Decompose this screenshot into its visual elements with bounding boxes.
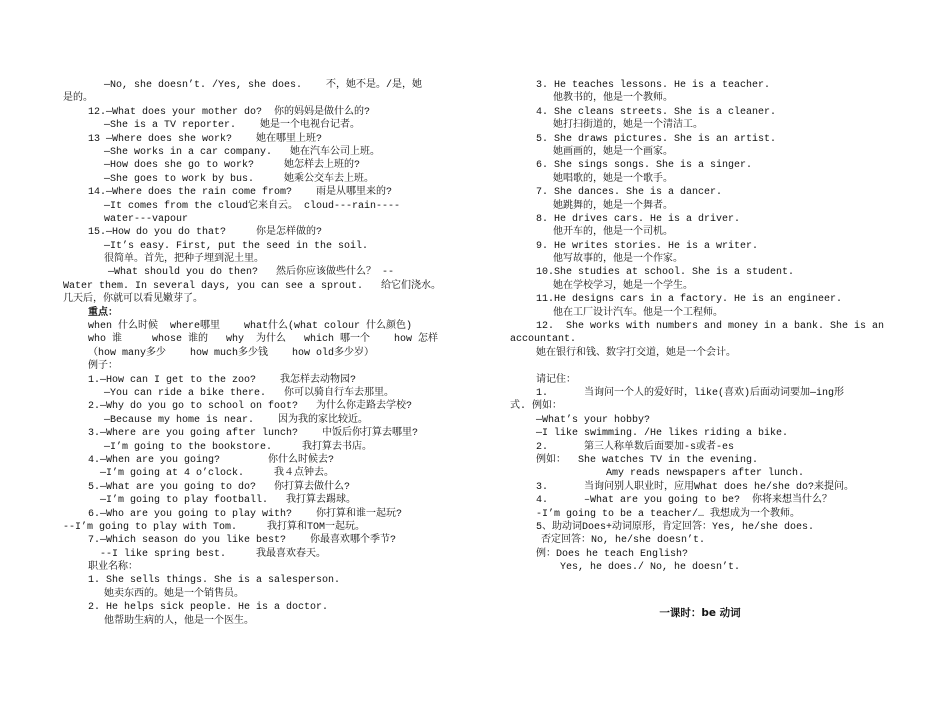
- dialogue-line: —What should you do then? 然后你应该做些什么？ --: [108, 267, 395, 279]
- remember-line: Amy reads newspapers after lunch.: [606, 468, 805, 480]
- occupation-line: 他开车的，他是一个司机。: [553, 227, 673, 239]
- dialogue-line: —How does she go to work? 她怎样去上班的?: [104, 160, 361, 172]
- example-line: —Because my home is near. 因为我的家比较近。: [104, 414, 369, 426]
- occupation-line: 2. He helps sick people. He is a doctor.: [88, 602, 329, 614]
- left-column: [63, 79, 443, 628]
- remember-line: 1. 当询问一个人的爱好时，like(喜欢)后面动词要加—ing形: [536, 387, 845, 399]
- remember-line: Yes, he does./ No, he doesn’t.: [560, 562, 741, 574]
- dialogue-line: 15.—How do you do that? 你是怎样做的?: [88, 227, 323, 239]
- lesson-heading: 一课时：be 动词: [659, 607, 741, 620]
- dialogue-line: 13 —Where does she work? 她在哪里上班?: [88, 133, 323, 145]
- occupation-line: 她画画的，她是一个画家。: [553, 146, 673, 158]
- occupation-line: 他写故事的，他是一个作家。: [553, 254, 683, 266]
- right-column: [510, 79, 890, 620]
- occupation-line: 5. She draws pictures. She is an artist.: [536, 133, 777, 145]
- occupation-line: 4. She cleans streets. She is a cleaner.: [536, 106, 777, 118]
- occupation-line: 他教书的，他是一个教师。: [553, 93, 673, 105]
- dialogue-line: —It’s easy. First, put the seed in the soil.: [104, 240, 369, 252]
- dialogue-line: 12.—What does your mother do? 你的妈妈是做什么的?: [88, 106, 371, 118]
- dialogue-line: 14.—Where does the rain come from? 雨是从哪里来的?: [88, 187, 393, 199]
- remember-line: -I’m going to be a teacher/… 我想成为一个教师。: [536, 508, 801, 520]
- examples-heading: 例子：: [88, 361, 118, 373]
- dialogue-line: —She works in a car company. 她在汽车公司上班。: [104, 146, 381, 158]
- blank-line: [510, 360, 890, 373]
- occupation-line: 她在学校学习，她是一个学生。: [553, 280, 693, 292]
- occupation-line: 她卖东西的。她是一个销售员。: [104, 588, 244, 600]
- remember-line: 3. 当询问别人职业时，应用What does he/she do?来提问。: [536, 481, 855, 493]
- dialogue-line: —It comes from the cloud它来自云。 cloud---rain----: [104, 200, 401, 212]
- remember-line: 式. 例如：: [510, 401, 563, 413]
- remember-heading: 请记住：: [536, 374, 576, 386]
- dialogue-line: water---vapour: [104, 213, 189, 225]
- occupation-line: 8. He drives cars. He is a driver.: [536, 213, 741, 225]
- example-line: 3.—Where are you going after lunch? 中饭后你打算去哪里?: [88, 428, 419, 440]
- dialogue-line: —She is a TV reporter. 她是一个电视台记者。: [104, 120, 361, 132]
- occupation-line: accountant.: [510, 334, 577, 346]
- example-line: 2.—Why do you go to school on foot? 为什么你走路去学校?: [88, 401, 413, 413]
- occupation-line: 10.She studies at school. She is a student.: [536, 267, 795, 279]
- example-line: 4.—When are you going? 你什么时候去?: [88, 454, 335, 466]
- occupation-line: 7. She dances. She is a dancer.: [536, 187, 723, 199]
- remember-line: 4. –What are you going to be? 你将来想当什么？: [536, 495, 833, 507]
- occupation-line: 6. She sings songs. She is a singer.: [536, 160, 753, 172]
- occupation-line: 11.He designs cars in a factory. He is an engineer.: [536, 294, 843, 306]
- remember-line: 例如： She watches TV in the evening.: [536, 454, 759, 466]
- example-line: 6.—Who are you going to play with? 你打算和谁一起玩?: [88, 508, 403, 520]
- dialogue-line: —She goes to work by bus. 她乘公交车去上班。: [104, 173, 375, 185]
- occupation-line: 1. She sells things. She is a salesperson.: [88, 575, 341, 587]
- dialogue-line: 是的。: [63, 93, 93, 105]
- example-line: —I’m going to play football. 我打算去踢球。: [100, 495, 357, 507]
- example-line: —You can ride a bike there. 你可以骑自行车去那里。: [104, 387, 395, 399]
- remember-line: 2. 第三人称单数后面要加-s或者-es: [536, 441, 735, 453]
- example-line: --I like spring best. 我最喜欢春天。: [100, 548, 327, 560]
- key-points-heading: 重点：: [88, 307, 118, 319]
- occupation-line: 9. He writes stories. He is a writer.: [536, 240, 759, 252]
- example-line: —I’m going at 4 o’clock. 我４点钟去。: [100, 468, 335, 480]
- remember-line: —What’s your hobby?: [536, 414, 651, 426]
- occupation-line: 她唱歌的，她是一个歌手。: [553, 173, 673, 185]
- key-point-line: who 谁 whose 谁的 why 为什么 which 哪一个 how 怎样: [88, 334, 439, 346]
- key-point-line: when 什么时候 where哪里 what什么(what colour 什么颜色): [88, 321, 413, 333]
- key-point-line: （how many多少 how much多少钱 how old多少岁）: [88, 347, 375, 359]
- remember-line: 例：Does he teach English?: [536, 548, 689, 560]
- remember-line: 5、助动词Does+动词原形，肯定回答：Yes, he/she does.: [536, 521, 815, 533]
- example-line: --I’m going to play with Tom. 我打算和TOM一起玩。: [63, 521, 366, 533]
- dialogue-line: 很简单。首先，把种子埋到泥土里。: [104, 254, 264, 266]
- dialogue-line: 几天后，你就可以看见嫩芽了。: [63, 294, 203, 306]
- dialogue-line: —No, she doesn’t. /Yes, she does. 不，她不是。/是，她: [104, 80, 423, 91]
- example-line: 1.—How can I get to the zoo? 我怎样去动物园?: [88, 374, 357, 386]
- example-line: 7.—Which season do you like best? 你最喜欢哪个季节?: [88, 535, 397, 547]
- occupation-line: 他在工厂设计汽车。他是一个工程师。: [553, 307, 723, 319]
- occupation-line: 她打扫街道的，她是一个清洁工。: [553, 120, 703, 132]
- occupation-line: 她跳舞的，她是一个舞者。: [553, 200, 673, 212]
- occupation-line: 12. She works with numbers and money in a bank. She is an: [536, 321, 885, 333]
- occupation-line: 3. He teaches lessons. He is a teacher.: [536, 80, 771, 91]
- dialogue-line: Water them. In several days, you can see a sprout. 给它们浇水。: [63, 280, 442, 292]
- example-line: 5.—What are you going to do? 你打算去做什么?: [88, 481, 351, 493]
- remember-line: 否定回答：No, he/she doesn’t.: [541, 535, 706, 547]
- occupations-heading: 职业名称：: [88, 562, 138, 574]
- example-line: —I’m going to the bookstore. 我打算去书店。: [104, 441, 373, 453]
- occupation-line: 她在银行和钱、数字打交道，她是一个会计。: [536, 347, 736, 359]
- remember-line: —I like swimming. /He likes riding a bike.: [536, 428, 789, 440]
- occupation-line: 他帮助生病的人，他是一个医生。: [104, 615, 254, 627]
